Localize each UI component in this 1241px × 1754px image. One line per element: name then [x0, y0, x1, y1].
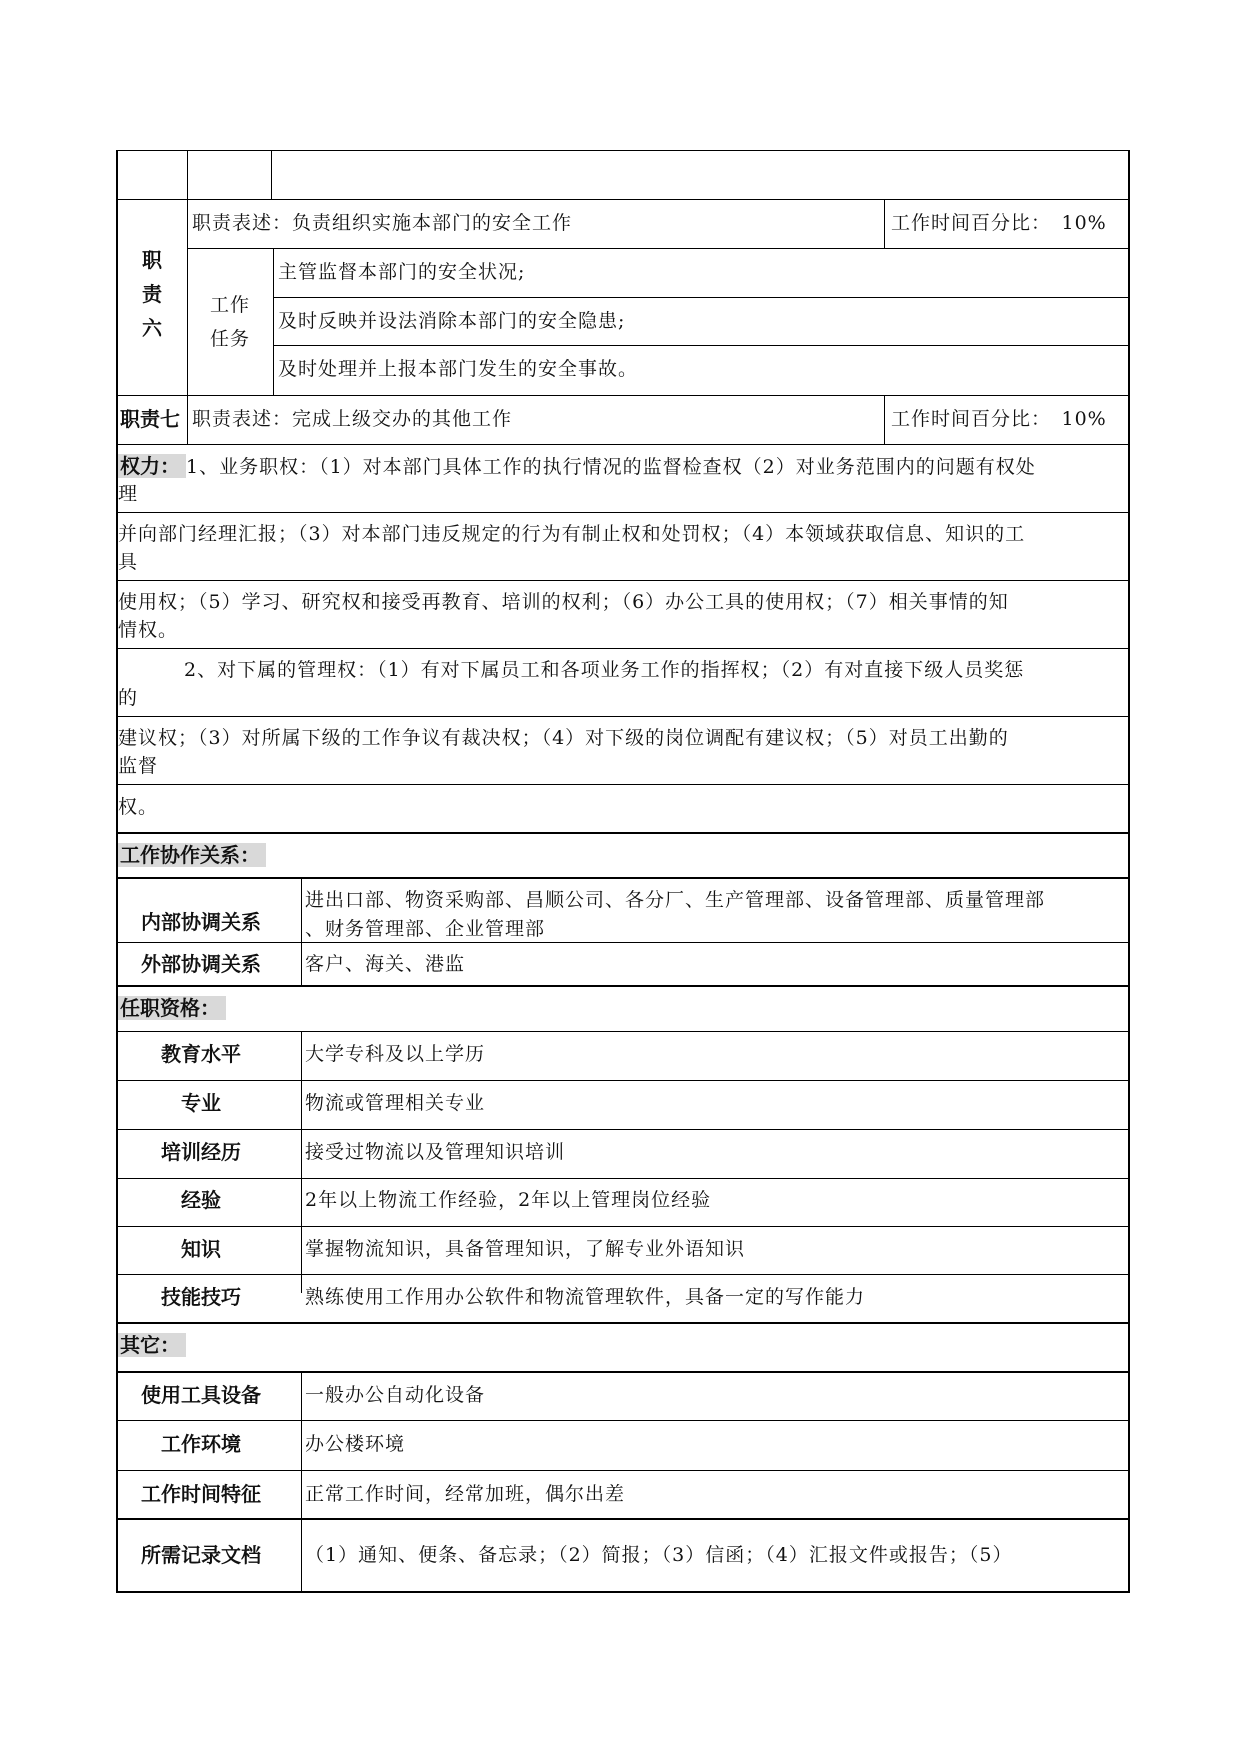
duty6-task-2: 及时反映并设法消除本部门的安全隐患; [278, 310, 626, 332]
experience-value: 2年以上物流工作经验，2年以上管理岗位经验 [305, 1189, 712, 1211]
table-border-top [116, 150, 1130, 151]
authority-line-10: 监督 [118, 755, 159, 777]
training-value: 接受过物流以及管理知识培训 [305, 1141, 566, 1163]
other-heading: 其它： [118, 1332, 186, 1359]
duty6-time-percent: 工作时间百分比： 10% [891, 212, 1107, 234]
documents-value: （1）通知、便条、备忘录；（2）简报；（3）信函；（4）汇报文件或报告；（5） [305, 1544, 1013, 1566]
authority-line-6: 情权。 [118, 619, 179, 641]
training-label: 培训经历 [161, 1140, 241, 1164]
work-time-value: 正常工作时间，经常加班，偶尔出差 [305, 1483, 626, 1505]
duty6-task-label: 工作 任务 [209, 294, 250, 350]
internal-relations-label: 内部协调关系 [141, 910, 261, 934]
duty7-description: 职责表述：完成上级交办的其他工作 [192, 408, 513, 430]
authority-line-8: 的 [118, 687, 139, 709]
tools-value: 一般办公自动化设备 [305, 1384, 486, 1406]
cooperation-heading: 工作协作关系： [118, 842, 266, 869]
duty6-description: 职责表述：负责组织实施本部门的安全工作 [192, 212, 573, 234]
knowledge-label: 知识 [181, 1237, 221, 1261]
skills-label: 技能技巧 [161, 1285, 241, 1309]
external-relations-label: 外部协调关系 [141, 952, 261, 976]
duty6-task-1: 主管监督本部门的安全状况; [278, 261, 526, 283]
major-value: 物流或管理相关专业 [305, 1092, 486, 1114]
internal-relations-line-1: 进出口部、物资采购部、昌顺公司、各分厂、生产管理部、设备管理部、质量管理部 [305, 889, 1046, 911]
external-relations-value: 客户、海关、港监 [305, 953, 466, 975]
authority-line-7: 2、对下属的管理权：（1）有对下属员工和各项业务工作的指挥权；（2）有对直接下级人员奖惩 [184, 659, 1025, 681]
major-label: 专业 [181, 1091, 221, 1115]
education-label: 教育水平 [161, 1042, 241, 1066]
authority-heading: 权力： [118, 454, 186, 478]
duty6-label: 职 责 六 [142, 248, 162, 340]
documents-label: 所需记录文档 [141, 1543, 261, 1567]
duty7-label: 职责七 [120, 407, 180, 431]
skills-value: 熟练使用工作用办公软件和物流管理软件，具备一定的写作能力 [305, 1286, 866, 1308]
environment-value: 办公楼环境 [305, 1433, 406, 1455]
experience-label: 经验 [181, 1188, 221, 1212]
table-border-left [116, 150, 118, 1593]
table-border-right [1128, 150, 1130, 1593]
authority-line-3: 并向部门经理汇报；（3）对本部门违反规定的行为有制止权和处罚权；（4）本领域获取信息、知识的工 [118, 523, 1026, 545]
authority-line-9: 建议权；（3）对所属下级的工作争议有裁决权；（4）对下级的岗位调配有建议权；（5）对员工出勤的 [118, 727, 1009, 749]
authority-line-5: 使用权；（5）学习、研究权和接受再教育、培训的权利；（6）办公工具的使用权；（7）相关事情的知 [118, 591, 1009, 613]
authority-line-4: 具 [118, 551, 139, 573]
duty6-task-3: 及时处理并上报本部门发生的安全事故。 [278, 358, 639, 380]
knowledge-value: 掌握物流知识，具备管理知识，了解专业外语知识 [305, 1238, 746, 1260]
authority-line-11: 权。 [118, 796, 159, 818]
education-value: 大学专科及以上学历 [305, 1043, 486, 1065]
qualifications-heading: 任职资格： [118, 995, 226, 1022]
duty7-time-percent: 工作时间百分比： 10% [891, 408, 1107, 430]
table-border-bottom [116, 1591, 1130, 1593]
internal-relations-line-2: 、财务管理部、企业管理部 [305, 918, 546, 940]
job-description-table [116, 150, 1130, 1593]
authority-line-2: 理 [118, 483, 139, 505]
work-time-label: 工作时间特征 [141, 1482, 261, 1506]
tools-label: 使用工具设备 [141, 1383, 261, 1407]
authority-line-1: 权力： 1、业务职权：（1）对本部门具体工作的执行情况的监督检查权（2）对业务范围内的问题有权处 [120, 454, 1036, 478]
environment-label: 工作环境 [161, 1432, 241, 1456]
